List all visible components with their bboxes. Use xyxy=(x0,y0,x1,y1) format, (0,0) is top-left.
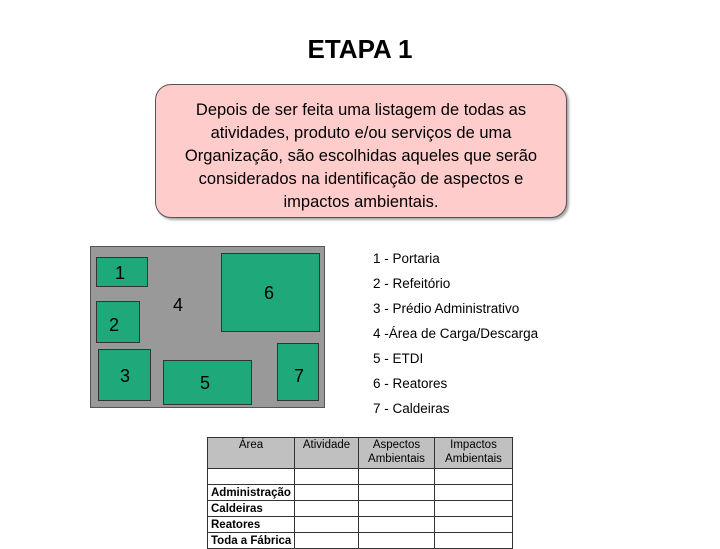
site-plan xyxy=(90,246,325,408)
table-header-row xyxy=(208,438,513,469)
table-row xyxy=(208,469,513,485)
table-cell xyxy=(295,469,359,485)
table-row xyxy=(208,501,513,517)
table-row xyxy=(208,485,513,501)
row-label: Caldeiras xyxy=(208,501,295,517)
legend-item: 2 - Refeitório xyxy=(373,276,451,291)
table-cell xyxy=(295,501,359,517)
header-impactos: Impactos Ambientais xyxy=(435,438,513,469)
row-label: Administração xyxy=(208,485,295,501)
zone-label-5: 5 xyxy=(200,373,211,393)
legend-item: 3 - Prédio Administrativo xyxy=(373,301,520,316)
table-cell xyxy=(295,517,359,533)
table-cell xyxy=(359,517,435,533)
table-cell xyxy=(359,533,435,549)
aspects-table xyxy=(207,437,513,549)
table-cell xyxy=(435,469,513,485)
plan-legend xyxy=(373,251,538,426)
zone-label-3: 3 xyxy=(120,366,131,386)
row-label xyxy=(208,469,295,485)
callout-text: Depois de ser feita uma listagem de todas as atividades, produto e/ou serviços de uma Organização, são escolhidas aqueles que serão considerados na identificação de aspectos e impactos ambientais. xyxy=(184,101,538,211)
header-area: Área xyxy=(208,438,295,469)
legend-item: 5 - ETDI xyxy=(373,351,424,366)
page-title: ETAPA 1 xyxy=(307,34,413,64)
table-row xyxy=(208,517,513,533)
zone-label-4: 4 xyxy=(173,295,184,315)
legend-item: 1 - Portaria xyxy=(373,251,440,266)
table-cell xyxy=(359,485,435,501)
table-cell xyxy=(359,469,435,485)
row-label: Reatores xyxy=(208,517,295,533)
table-cell xyxy=(295,485,359,501)
description-callout xyxy=(155,84,567,218)
legend-item: 4 -Área de Carga/Descarga xyxy=(373,326,539,341)
table-cell xyxy=(295,533,359,549)
zone-label-1: 1 xyxy=(115,263,126,283)
table-cell xyxy=(435,533,513,549)
header-aspectos: Aspectos Ambientais xyxy=(359,438,435,469)
header-atividade: Atividade xyxy=(295,438,359,469)
zone-label-2: 2 xyxy=(109,315,120,335)
zone-label-6: 6 xyxy=(264,283,275,303)
legend-item: 7 - Caldeiras xyxy=(373,401,450,416)
legend-item: 6 - Reatores xyxy=(373,376,448,391)
table-cell xyxy=(435,485,513,501)
table-cell xyxy=(435,501,513,517)
table-row xyxy=(208,533,513,549)
row-label: Toda a Fábrica xyxy=(208,533,295,549)
table-cell xyxy=(435,517,513,533)
table-cell xyxy=(359,501,435,517)
zone-label-7: 7 xyxy=(294,366,305,386)
